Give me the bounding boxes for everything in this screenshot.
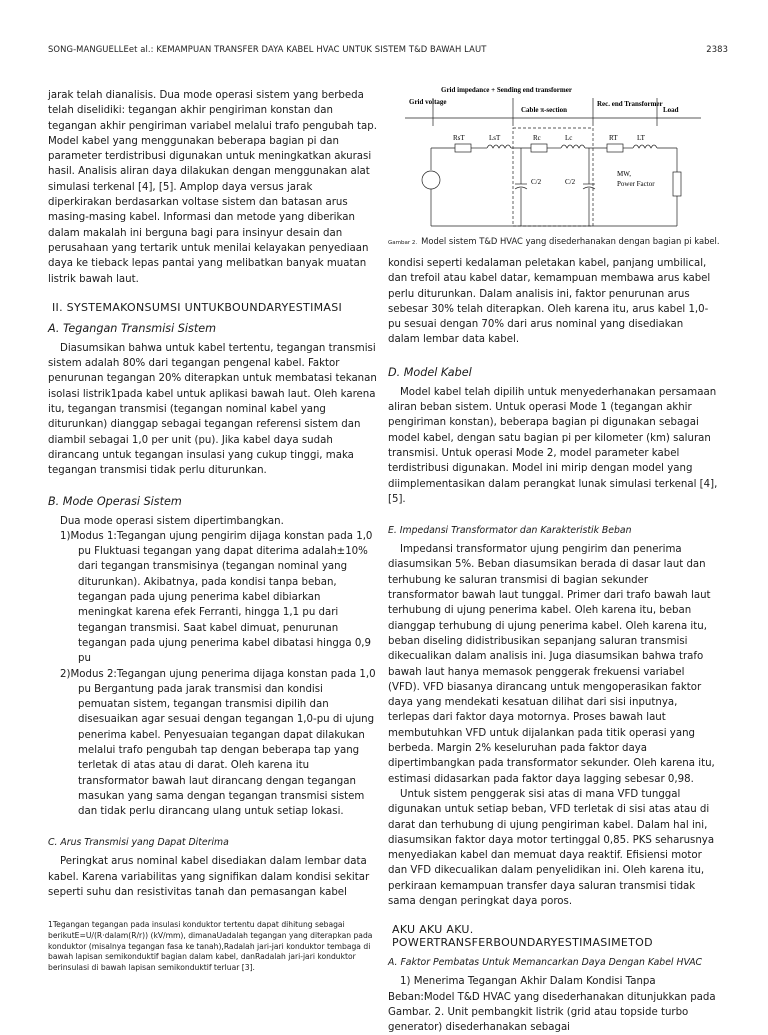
label-lt: LT — [637, 134, 645, 142]
section-3-title: AKU AKU AKU. POWERTRANSFERBOUNDARYESTIMASIMETOD — [392, 923, 653, 950]
section-2-title: II. SYSTEMAKONSUMSI UNTUKBOUNDARYESTIMASI — [52, 300, 343, 314]
mode-2-item: 2)Modus 2:Tegangan ujung penerima dijaga konstan pada 1,0 pu Bergantung pada jarak transmisi dan kondisi pemuatan sistem, tegangan transmisi dipilih dan disesuaikan agar sesuai dengan tegangan 1,0-pu di ujung penerima kabel. Penyesuaian tegangan dapat dilakukan melalui trafo pengubah tap dengan beberapa tap yang terletak di atas atau di darat. Oleh karena itu transformator bawah laut dirancang dengan tegangan masukan yang sama dengan tegangan transmisi sistem dan tidak perlu dirancang ulang untuk setiap lokasi. — [60, 668, 376, 818]
label-mw: MW, — [617, 170, 631, 178]
label-c2-a: C/2 — [531, 178, 542, 186]
subsection-b-intro: Dua mode operasi sistem dipertimbangkan. — [60, 515, 284, 527]
subsection-c-text: Peringkat arus nominal kabel disediakan dalam lembar data kabel. Karena variabilitas yang signifikan dalam kondisi sekitar seperti suhu dan resistivitas tanah dan pemasangan kabel — [48, 856, 370, 899]
subsection-a-title: A. Tegangan Transmisi Sistem — [48, 321, 217, 335]
label-grid: Grid voltage — [409, 98, 447, 106]
label-rt: RT — [609, 134, 618, 142]
figure-caption — [388, 236, 720, 246]
label-lc: Lc — [565, 134, 573, 142]
subsection-a-text: Diasumsikan bahwa untuk kabel tertentu, tegangan transmisi sistem adalah 80% dari tegangan pengenal kabel. Faktor penurunan tegangan 20% diterapkan untuk membatasi tekanan isolasi listrik1pada kabel untuk aplikasi bawah laut. Oleh karena itu, tegangan transmisi (tegangan nominal kabel yang diturunkan) dianggap sebagai tegangan referensi sistem dan diambil sebagai 1,0 per unit (pu). Jika kabel daya sudah dirancang untuk tegangan insulasi yang cukup tinggi, maka tegangan transmisi tidak perlu diturunkan. — [48, 342, 377, 477]
intro-paragraph: jarak telah dianalisis. Dua mode operasi sistem yang berbeda telah diselidiki: tegangan akhir pengiriman konstan dan tegangan akhir pengiriman variabel melalui trafo pengubah tap. Model kabel yang menggunakan beberapa bagian pi dan parameter terdistribusi digunakan untuk meningkatkan akurasi hasil. Analisis aliran daya dilakukan dengan menggunakan alat simulasi terkenal [4], [5]. Amplop daya versus jarak diperkirakan berdasarkan voltase sistem dan batasan arus masing-masing kabel. Informasi dan metode yang diberikan dalam makalah ini berguna bagi para insinyur desain dan perusahaan yang tertarik untuk menilai kelayakan penyediaan daya ke tieback lepas pantai yang melibatkan banyak muatan listrik bawah laut. — [48, 90, 377, 285]
continued-paragraph: kondisi seperti kedalaman peletakan kabel, panjang umbilical, dan trefoil atau kabel datar, kemampuan membawa arus kabel perlu diturunkan. Dalam analisis ini, faktor penurunan arus sebesar 30% telah diterapkan. Oleh karena itu, arus kabel 1,0-pu sesuai dengan 70% dari arus nominal yang disediakan dalam lembar data kabel. — [388, 258, 711, 346]
label-load: Load — [663, 106, 679, 114]
subsection-c-title: C. Arus Transmisi yang Dapat Diterima — [48, 837, 229, 849]
label-lst: LsT — [489, 134, 501, 142]
section-3a-title: A. Faktor Pembatas Untuk Memancarkan Daya Dengan Kabel HVAC — [388, 957, 703, 969]
circuit-diagram — [405, 86, 701, 254]
mode-1-item: 1)Modus 1:Tegangan ujung pengirim dijaga konstan pada 1,0 pu Fluktuasi tegangan yang dapat diterima adalah±10% dari tegangan transmisinya (tegangan nominal yang diturunkan). Akibatnya, pada kondisi tanpa beban, tegangan pada ujung penerima kabel dibiarkan meningkat karena efek Ferranti, hingga 1,1 pu dari tegangan transmisi. Saat kabel dimuat, penurunan tegangan pada ujung penerima kabel dibatasi hingga 0,9 pu — [60, 530, 373, 665]
footnote: 1Tegangan tegangan pada insulasi konduktor tertentu dapat dihitung sebagai berikutE=U/(R·dalam(R/r)) (kV/mm), dimanaUadalah tegangan yang diterapkan pada konduktor (misalnya tegangan fasa ke tanah),Radalah jari-jari konduktor tembaga di bawah lapisan semikonduktif bagian dalam kabel, danRadalah jari-jari konduktor berinsulasi di bawah lapisan semikonduktif terluar [3]. — [48, 920, 373, 972]
section-3a-text: 1) Menerima Tegangan Akhir Dalam Kondisi Tanpa Beban:Model T&D HVAC yang disederhanakan ditunjukkan pada Gambar. 2. Unit pembangkit listrik (grid atau topside turbo generator) disederhanakan sebagai — [388, 976, 716, 1034]
subsection-d-title: D. Model Kabel — [388, 365, 472, 379]
label-rc: Rc — [533, 134, 541, 142]
figure-caption-text: Model sistem T&D HVAC yang disederhanakan dengan bagian pi kabel. — [421, 236, 720, 246]
left-column — [48, 88, 378, 973]
label-rst: RsT — [453, 134, 465, 142]
mode-list — [48, 529, 378, 820]
page-number: 2383 — [706, 44, 728, 54]
subsection-e-title: E. Impedansi Transformator dan Karakteristik Beban — [388, 525, 632, 537]
subsection-e-p1: Impedansi transformator ujung pengirim dan penerima diasumsikan 5%. Beban diasumsikan berada di dasar laut dan terhubung ke saluran transmisi di bagian sekunder transformator bawah laut tunggal. Primer dari trafo bawah laut terhubung di ujung penerima kabel. Oleh karena itu, beban dianggap terhubung di ujung penerima kabel. Oleh karena itu, beban diseling didistribusikan sepanjang saluran transmisi dikecualikan dalam analisis ini. Juga diasumsikan bahwa trafo bawah laut hanya memasok penggerak frekuensi variabel (VFD). VFD biasanya dirancang untuk mengoperasikan faktor daya yang mendekati kesatuan dilihat dari sisi inputnya, terlepas dari faktor daya motornya. Proses bawah laut membutuhkan VFD untuk dijalankan pada titik operasi yang berbeda. Margin 2% keseluruhan pada faktor daya dipertimbangkan pada transformator sekunder. Oleh karena itu, estimasi didasarkan pada faktor daya lagging sebesar 0,98. — [388, 544, 715, 785]
figure-tag: Gambar 2. — [388, 240, 418, 246]
label-cable: Cable π-section — [521, 106, 568, 114]
label-grid-impedance: Grid impedance + Sending end transformer — [441, 86, 572, 94]
subsection-e-p2: Untuk sistem penggerak sisi atas di mana VFD tunggal digunakan untuk setiap beban, VFD terletak di sisi atas atau di darat dan terhubung di ujung pengiriman kabel. Dalam hal ini, diasumsikan faktor daya motor tertinggal 0,85. PKS seharusnya menyediakan kabel dan memuat daya reaktif. Efisiensi motor dan VFD dikecualikan dalam penyelidikan ini. Oleh karena itu, perkiraan kemampuan transfer daya saluran transmisi tidak sama dengan peringkat daya poros. — [388, 788, 715, 907]
running-header: SONG-MANGUELLEet al.: KEMAMPUAN TRANSFER DAYA KABEL HVAC UNTUK SISTEM T&D BAWAH LAUT — [48, 44, 487, 54]
subsection-b-title: B. Mode Operasi Sistem — [48, 494, 182, 508]
label-power-factor: Power Factor — [617, 180, 655, 188]
label-rec-end: Rec. end Transformer — [597, 100, 663, 108]
subsection-d-text: Model kabel telah dipilih untuk menyederhanakan persamaan aliran beban sistem. Untuk operasi Mode 1 (tegangan akhir pengiriman konstan), beberapa bagian pi digunakan sebagai model kabel, dengan satu bagian pi per kilometer (km) saluran transmisi. Untuk operasi Mode 2, model parameter kabel terdistribusi digunakan. Model ini mirip dengan model yang diimplementasikan dalam perangkat lunak simulasi terkenal [4], [5]. — [388, 386, 718, 505]
label-c2-b: C/2 — [565, 178, 576, 186]
right-column — [388, 256, 718, 1035]
